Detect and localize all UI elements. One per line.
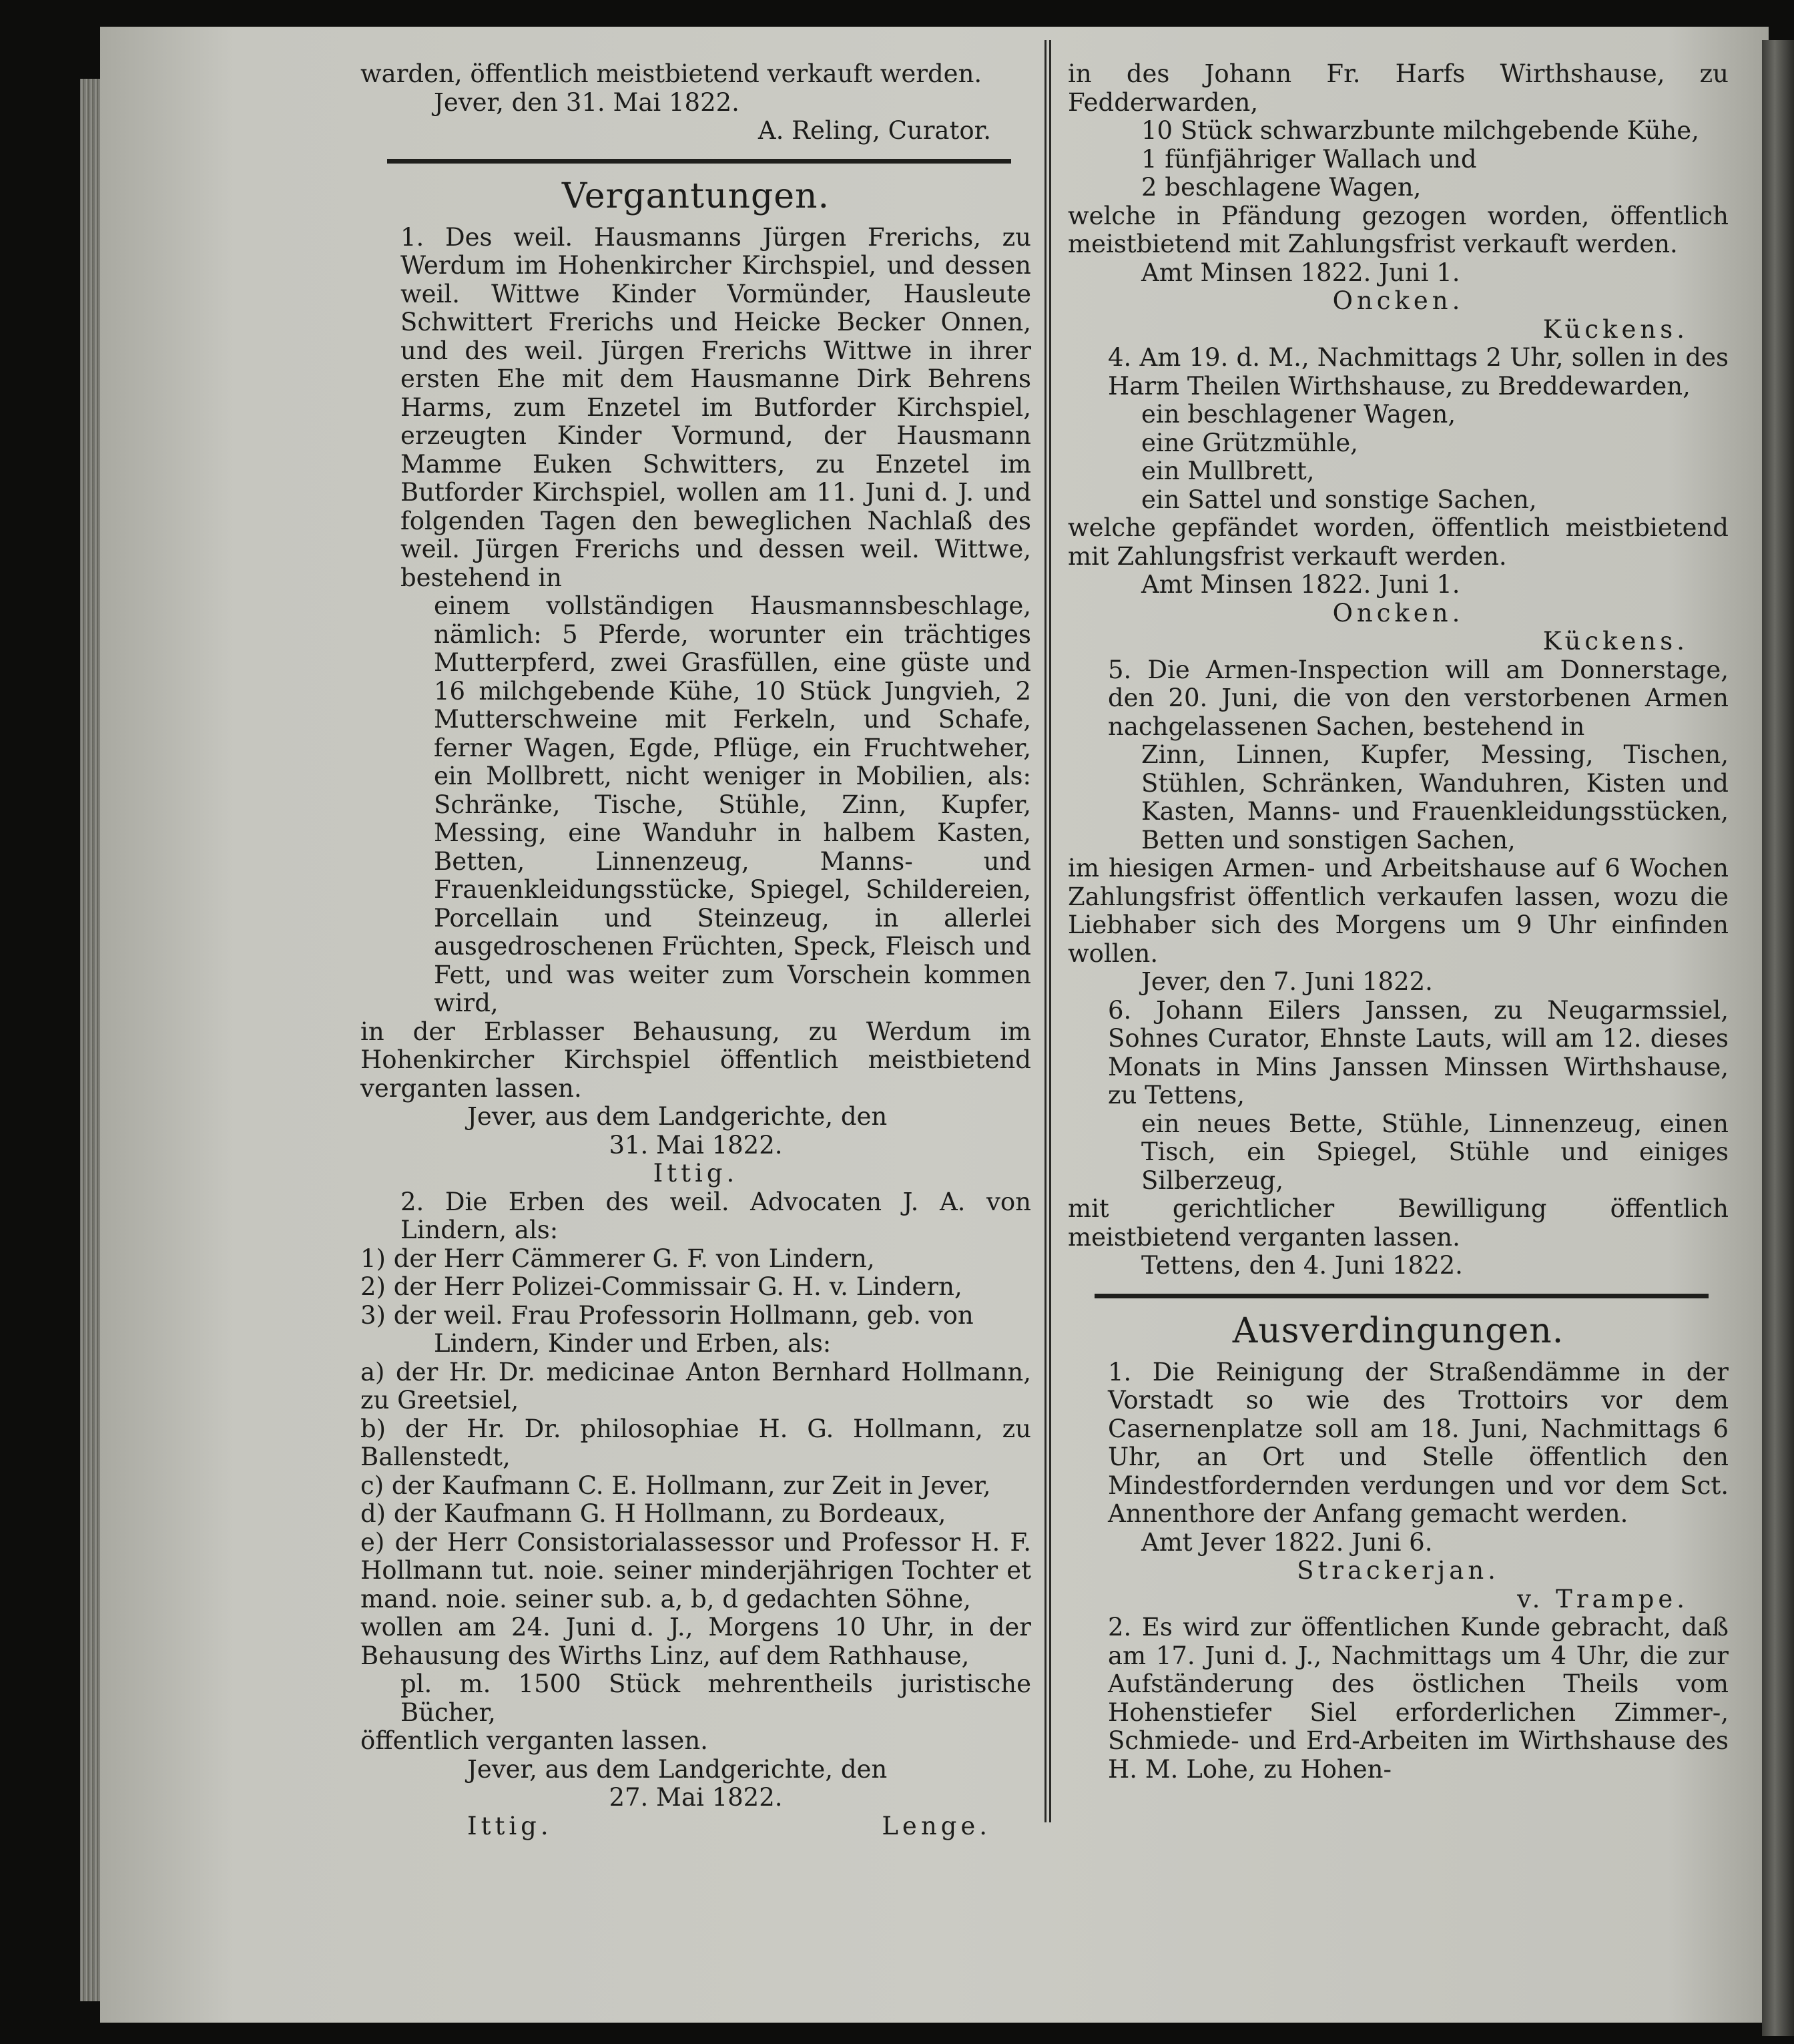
entry1-closing: in der Erblasser Behausung, zu Werdum im Hohenkircher Kirchspiel öffentlich meistbietend verganten lassen. [360,1017,1031,1103]
entry2-goods: pl. m. 1500 Stück mehrentheils juristische Bücher, [400,1670,1031,1727]
column-divider [1044,40,1051,1822]
entry5-place: Jever, den 7. Juni 1822. [1141,967,1433,996]
left-column [360,60,1031,1840]
entry5-list: Zinn, Linnen, Kupfer, Messing, Tischen, Stühlen, Schränken, Wanduhren, Kisten und Kasten, Manns- und Frauenkleidungsstücken, Betten und sonstigen Sachen, [1141,740,1729,854]
entry4-closing: welche gepfändet worden, öffentlich meistbietend mit Zahlungsfrist verkauft werden. [1068,513,1729,571]
entry4-item-4: ein Sattel und sonstige Sachen, [1141,485,1537,514]
top-signature-1: Oncken. [1332,286,1464,315]
entry4-text: 4. Am 19. d. M., Nachmittags 2 Uhr, sollen in des Harm Theilen Wirthshause, zu Breddewarden, [1108,343,1729,401]
entry6-closing: mit gerichtlicher Bewilligung öffentlich meistbietend verganten lassen. [1068,1194,1729,1252]
entry2-place: Jever, aus dem Landgerichte, den [467,1754,888,1784]
entry6-list: ein neues Bette, Stühle, Linnenzeug, einen Tisch, ein Spiegel, Stühle und einiges Silberzeug, [1141,1109,1729,1195]
top-item-2: 1 fünfjähriger Wallach und [1141,144,1477,174]
entry2-heir-3: 3) der weil. Frau Professorin Hollmann, geb. von [360,1300,974,1330]
entry4-item-3: ein Mullbrett, [1141,457,1315,485]
entry2-signatures [360,1812,1031,1841]
entry1-list: einem vollständigen Hausmannsbeschlage, nämlich: 5 Pferde, worunter ein trächtiges Mutterpferd, zwei Grasfüllen, eine güste und 16 milchgebende Kühe, 10 Stück Jungvieh, 2 Mutterschweine mit Ferkeln, und Schafe, ferner Wagen, Egde, Pflüge, ein Fruchtweher, ein Mollbrett, nicht weniger in Mobilien, als: Schränke, Tische, Stühle, Zinn, Kupfer, Messing, eine Wanduhr in halbem Kasten, Betten, Linnenzeug, Manns- und Frauenkleidungsstücke, Spiegel, Schildereien, Porcellain und Steinzeug, in allerlei ausgedroschenen Früchten, Speck, Fleisch und Fett, und was weiter zum Vorschein kommen wird, [434,591,1031,1017]
aus1-place: Amt Jever 1822. Juni 6. [1141,1527,1433,1557]
aus1-signature-2: v. Trampe. [1517,1584,1689,1613]
entry4-item-1: ein beschlagener Wagen, [1141,400,1456,429]
top-item-3: 2 beschlagene Wagen, [1141,173,1422,202]
entry6-text: 6. Johann Eilers Janssen, zu Neugarmssiel, Sohnes Curator, Ehnste Lauts, will am 12. dieses Monats in Mins Janssen Minssen Wirthshause, zu Tettens, [1108,995,1729,1109]
entry1-text: 1. Des weil. Hausmanns Jürgen Frerichs, zu Werdum im Hohenkircher Kirchspiel, und dessen weil. Wittwe Kinder Vormünder, Hausleute Schwittert Frerichs und Heicke Becker Onnen, und des weil. Jürgen Frerichs Wittwe in ihrer ersten Ehe mit dem Hausmanne Dirk Behrens Harms, zum Enzetel im Butforder Kirchspiel, erzeugten Kinder Vormund, der Hausmann Mamme Euken Schwitters, zu Enzetel im Butforder Kirchspiel, wollen am 11. Juni d. J. und folgenden Tagen den beweglichen Nachlaß des weil. Jürgen Frerichs und dessen weil. Wittwe, bestehend in [400,222,1031,592]
top-line-1: warden, öffentlich meistbietend verkauft werden. [360,59,982,88]
entry4-signature-1: Oncken. [1332,598,1464,627]
entry6-place: Tettens, den 4. Juni 1822. [1141,1251,1463,1280]
top-line: in des Johann Fr. Harfs Wirthshause, zu Fedderwarden, [1068,59,1729,117]
right-column [1068,60,1729,1784]
entry2-intro: 2. Die Erben des weil. Advocaten J. A. von Lindern, als: [400,1187,1031,1244]
section-title-vergantungen: Vergantungen. [561,176,830,216]
entry2-closing2: öffentlich verganten lassen. [360,1726,708,1755]
aus2-text: 2. Es wird zur öffentlichen Kunde gebracht, daß am 17. Juni d. J., Nachmittags um 4 Uhr, die zur Aufständerung des östlichen Theils vom Hohenstiefer Siel erforderlichen Zimmer-, Schmiede- und Erd-Arbeiten im Wirthshause des H. M. Lohe, zu Hohen- [1108,1613,1729,1784]
entry2-closing: wollen am 24. Juni d. J., Morgens 10 Uhr, in der Behausung des Wirths Linz, auf dem Rathhause, [360,1613,1031,1670]
entry2-signature-right: Lenge. [882,1811,991,1840]
entry2-signature-left: Ittig. [467,1811,553,1840]
entry2-date: 27. Mai 1822. [609,1783,783,1812]
entry2-child-a: a) der Hr. Dr. medicinae Anton Bernhard Hollmann, zu Greetsiel, [360,1357,1031,1415]
section-rule-2 [1095,1294,1709,1298]
entry1-signature: Ittig. [653,1159,739,1188]
entry4-item-2: eine Grützmühle, [1141,428,1358,457]
aus1-text: 1. Die Reinigung der Straßendämme in der Vorstadt so wie des Trottoirs vor dem Casernenplatze soll am 18. Juni, Nachmittags 6 Uhr, an Ort und Stelle öffentlich den Mindestfordernden verdungen und vor dem Sct. Annenthore der Anfang gemacht werden. [1108,1357,1729,1528]
entry1-place: Jever, aus dem Landgerichte, den [467,1102,888,1131]
aus1-signature-1: Strackerjan. [1297,1556,1500,1585]
entry1-date: 31. Mai 1822. [609,1130,783,1160]
section-rule [387,159,1011,164]
top-signature-2: Kückens. [1542,314,1689,344]
top-closing: welche in Pfändung gezogen worden, öffentlich meistbietend mit Zahlungsfrist verkauft werden. [1068,201,1729,258]
entry5-text: 5. Die Armen-Inspection will am Donnerstage, den 20. Juni, die von den verstorbenen Armen nachgelassenen Sachen, bestehend in [1108,655,1729,741]
entry4-signature-2: Kückens. [1542,627,1689,656]
facing-page-edge [1762,40,1794,2036]
section-title-ausverdingungen: Ausverdingungen. [1232,1310,1564,1351]
entry2-child-d: d) der Kaufmann G. H Hollmann, zu Bordeaux, [360,1499,946,1528]
top-line-3: A. Reling, Curator. [758,116,991,145]
entry2-child-b: b) der Hr. Dr. philosophiae H. G. Hollmann, zu Ballenstedt, [360,1414,1031,1471]
entry2-child-e: e) der Herr Consistorialassessor und Professor H. F. Hollmann tut. noie. seiner minderjährigen Tochter et mand. noie. seiner sub. a, b, d gedachten Söhne, [360,1527,1031,1613]
entry2-child-c: c) der Kaufmann C. E. Hollmann, zur Zeit in Jever, [360,1471,991,1500]
entry4-place: Amt Minsen 1822. Juni 1. [1141,570,1460,599]
entry2-heir-1: 1) der Herr Cämmerer G. F. von Lindern, [360,1244,875,1273]
top-item-1: 10 Stück schwarzbunte milchgebende Kühe, [1141,116,1699,145]
top-place: Amt Minsen 1822. Juni 1. [1141,258,1460,287]
entry5-closing: im hiesigen Armen- und Arbeitshause auf 6 Wochen Zahlungsfrist öffentlich verkaufen lassen, wozu die Liebhaber sich des Morgens um 9 Uhr einfinden wollen. [1068,854,1729,968]
entry2-heir-2: 2) der Herr Polizei-Commissair G. H. v. Lindern, [360,1272,962,1301]
entry2-heirs-cont: Lindern, Kinder und Erben, als: [434,1329,832,1358]
top-line-2: Jever, den 31. Mai 1822. [434,87,739,117]
